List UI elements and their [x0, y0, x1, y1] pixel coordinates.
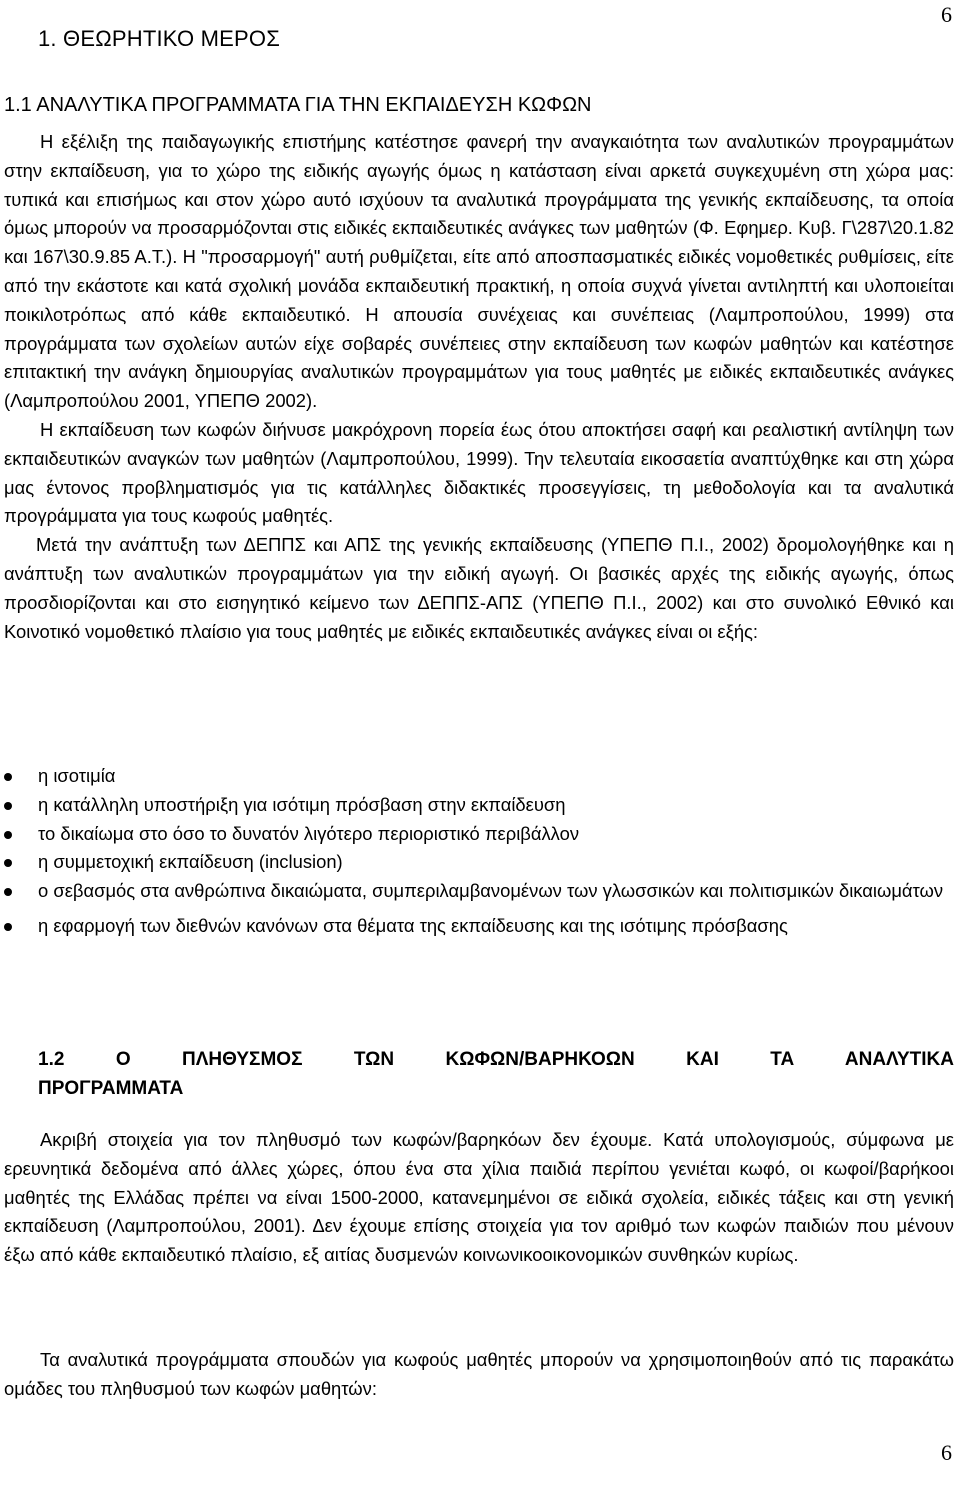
subsection-heading: 1.1 ΑΝΑΛΥΤΙΚΑ ΠΡΟΓΡΑΜΜΑΤΑ ΓΙΑ ΤΗΝ ΕΚΠΑΙΔΕΥΣΗ ΚΩΦΩΝ: [4, 94, 592, 116]
list-item: η εφαρμογή των διεθνών κανόνων στα θέματα της εκπαίδευσης και της ισότιμης πρόσβασης: [0, 912, 956, 941]
bullet-icon: [4, 831, 12, 839]
bullet-icon: [4, 923, 12, 931]
paragraph-1: Η εξέλιξη της παιδαγωγικής επιστήμης κατέστησε φανερή την αναγκαιότητα των αναλυτικών προγραμμάτων στην εκπαίδευση, για το χώρο της ειδικής αγωγής όμως η κατάσταση είναι αρκετά συγκεχυμένη στη χώρα μας: τυπικά και επισήμως και στον χώρο αυτό ισχύουν τα αναλυτικά προγράμματα της γενικής εκπαίδευσης, τα οποία όμως μπορούν να προσαρμόζονται στις ειδικές εκπαιδευτικές ανάγκες των μαθητών (Φ. Εφημερ. Κυβ. Γ\287\20.1.82 και 167\30.9.85 Α.Τ.). Η "προσαρμογή" αυτή ρυθμίζεται, είτε από αποσπασματικές ειδικές νομοθετικές ρυθμίσεις, είτε από την εκάστοτε και κατά σχολική μονάδα εκπαιδευτική πρακτική, η οποία συχνά γίνεται αντιληπτή και υλοποιείται ποικιλοτρόπως από κάθε εκπαιδευτικό. Η απουσία συνέχειας και συνέπειας (Λαμπροπούλου, 1999) στα προγράμματα των σχολείων αυτών είχε σοβαρές συνέπειες στην εκπαίδευση των κωφών μαθητών και κατέστησε επιτακτική την ανάγκη δημιουργίας αναλυτικών προγραμμάτων για τους μαθητές με ειδικές εκπαιδευτικές ανάγκες (Λαμπροπούλου 2001, ΥΠΕΠΘ 2002).: [4, 131, 954, 412]
subsection-heading-2: 1.2 Ο ΠΛΗΘΥΣΜΟΣ ΤΩΝ ΚΩΦΩΝ/ΒΑΡΗΚΟΩΝ ΚΑΙ ΤΑ ΑΝΑΛΥΤΙΚΑ: [38, 1049, 954, 1070]
list-item: ο σεβασμός στα ανθρώπινα δικαιώματα, συμπεριλαμβανομένων των γλωσσικών και πολιτισμικών δικαιωμάτων: [0, 877, 956, 906]
subsection-heading-2-cont: ΠΡΟΓΡΑΜΜΑΤΑ: [38, 1078, 184, 1099]
list-item: η ισοτιμία: [0, 762, 956, 791]
bullet-icon: [4, 888, 12, 896]
paragraph-3: Μετά την ανάπτυξη των ΔΕΠΠΣ και ΑΠΣ της γενικής εκπαίδευσης (ΥΠΕΠΘ Π.Ι., 2002) δρομολογήθηκε και η ανάπτυξη των αναλυτικών προγραμμάτων για την ειδική αγωγή. Οι βασικές αρχές της ειδικής αγωγής, όπως προσδιορίζονται και στο εισηγητικό κείμενο των ΔΕΠΠΣ-ΑΠΣ (ΥΠΕΠΘ Π.Ι., 2002) και στο συνολικό Εθνικό και Κοινοτικό νομοθετικό πλαίσιο για τους μαθητές με ειδικές εκπαιδευτικές ανάγκες είναι οι εξής:: [4, 534, 954, 642]
bullet-icon: [4, 773, 12, 781]
page-number-top: 6: [941, 2, 952, 27]
page-number-bottom: 6: [941, 1440, 952, 1465]
bullet-icon: [4, 859, 12, 867]
paragraph-5: Τα αναλυτικά προγράμματα σπουδών για κωφούς μαθητές μπορούν να χρησιμοποιηθούν από τις παρακάτω ομάδες του πληθυσμού των κωφών μαθητών:: [4, 1349, 954, 1399]
list-item: η συμμετοχική εκπαίδευση (inclusion): [0, 848, 956, 877]
bullet-icon: [4, 802, 12, 810]
section-heading: 1. ΘΕΩΡΗΤΙΚΟ ΜΕΡΟΣ: [38, 26, 281, 51]
body-text-section-3: [4, 1346, 954, 1404]
principles-list: [0, 762, 956, 941]
list-item: το δικαίωμα στο όσο το δυνατόν λιγότερο περιοριστικό περιβάλλον: [0, 820, 956, 849]
body-text-section-2: [4, 1126, 954, 1270]
body-text-section-1: [4, 128, 954, 646]
paragraph-4: Ακριβή στοιχεία για τον πληθυσμό των κωφών/βαρηκόων δεν έχουμε. Κατά υπολογισμούς, σύμφωνα με ερευνητικά δεδομένα από άλλες χώρες, όπου ένα στα χίλια παιδιά περίπου γενιέται κωφό, οι κωφοί/βαρήκοοι μαθητές της Ελλάδας πρέπει να είναι 1500-2000, κατανεμημένοι σε ειδικά σχολεία, ειδικές τάξεις και στη γενική εκπαίδευση (Λαμπροπούλου, 2001). Δεν έχουμε επίσης στοιχεία για τον αριθμό των κωφών παιδιών που μένουν έξω από κάθε εκπαιδευτικό πλαίσιο, εξ αιτίας δυσμενών κοινωνικοοικονομικών συνθηκών κυρίως.: [4, 1129, 954, 1266]
paragraph-2: Η εκπαίδευση των κωφών διήνυσε μακρόχρονη πορεία έως ότου αποκτήσει σαφή και ρεαλιστική αντίληψη των εκπαιδευτικών αναγκών των μαθητών (Λαμπροπούλου, 1999). Την τελευταία εικοσαετία αναπτύχθηκε και στη χώρα μας έντονος προβληματισμός για τις κατάλληλες διδακτικές προσεγγίσεις, τη μεθοδολογία και τα αναλυτικά προγράμματα για τους κωφούς μαθητές.: [4, 418, 954, 527]
list-item: η κατάλληλη υποστήριξη για ισότιμη πρόσβαση στην εκπαίδευση: [0, 791, 956, 820]
